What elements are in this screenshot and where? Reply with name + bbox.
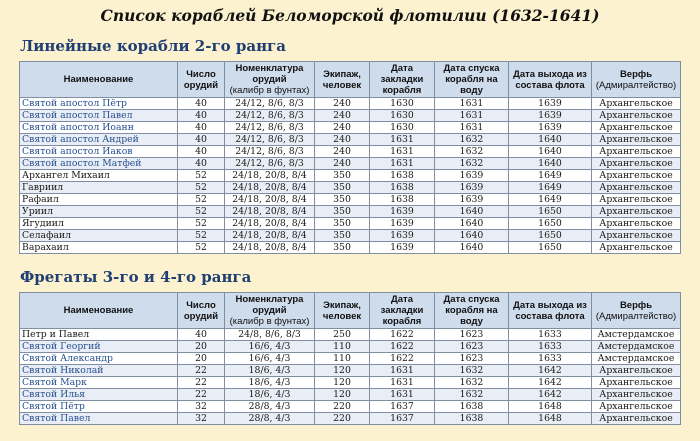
cell-launched: 1640 <box>435 218 509 230</box>
cell-laid: 1639 <box>370 230 435 242</box>
cell-launched: 1632 <box>435 377 509 389</box>
cell-nom: 28/8, 4/3 <box>225 413 315 425</box>
cell-guns: 40 <box>178 98 225 110</box>
cell-laid: 1630 <box>370 110 435 122</box>
col-header-laid: Дата закладки корабля <box>370 62 435 98</box>
cell-crew: 240 <box>315 158 370 170</box>
cell-crew: 120 <box>315 365 370 377</box>
cell-crew: 110 <box>315 341 370 353</box>
table-row <box>20 170 681 182</box>
cell-removed: 1640 <box>509 134 592 146</box>
cell-crew: 240 <box>315 134 370 146</box>
cell-guns: 52 <box>178 194 225 206</box>
cell-launched: 1623 <box>435 329 509 341</box>
cell-crew: 110 <box>315 353 370 365</box>
cell-laid: 1631 <box>370 158 435 170</box>
cell-launched: 1623 <box>435 341 509 353</box>
cell-laid: 1630 <box>370 122 435 134</box>
cell-crew: 120 <box>315 377 370 389</box>
table-row <box>20 218 681 230</box>
cell-laid: 1638 <box>370 182 435 194</box>
cell-nom: 24/18, 20/8, 8/4 <box>225 242 315 254</box>
cell-nom: 24/18, 20/8, 8/4 <box>225 218 315 230</box>
cell-guns: 22 <box>178 365 225 377</box>
col-header-guns: Число орудий <box>178 62 225 98</box>
col-header-launched: Дата спуска корабля на воду <box>435 62 509 98</box>
cell-nom: 24/12, 8/6, 8/3 <box>225 134 315 146</box>
col-header-laid: Дата закладки корабля <box>370 293 435 329</box>
cell-launched: 1632 <box>435 134 509 146</box>
cell-laid: 1637 <box>370 401 435 413</box>
table-row <box>20 206 681 218</box>
cell-crew: 350 <box>315 170 370 182</box>
cell-removed: 1650 <box>509 218 592 230</box>
cell-yard: Архангельское <box>592 110 681 122</box>
cell-laid: 1622 <box>370 341 435 353</box>
cell-guns: 40 <box>178 146 225 158</box>
cell-guns: 40 <box>178 122 225 134</box>
cell-removed: 1650 <box>509 206 592 218</box>
cell-yard: Архангельское <box>592 182 681 194</box>
cell-launched: 1631 <box>435 122 509 134</box>
cell-removed: 1640 <box>509 158 592 170</box>
section-title-ships: Линейные корабли 2-го ранга <box>20 37 286 55</box>
cell-name: Святой Павел <box>20 413 178 425</box>
cell-name: Святой апостол Иоанн <box>20 122 178 134</box>
cell-name: Варахаил <box>20 242 178 254</box>
table-row <box>20 413 681 425</box>
cell-removed: 1642 <box>509 377 592 389</box>
cell-launched: 1640 <box>435 242 509 254</box>
cell-crew: 350 <box>315 194 370 206</box>
cell-removed: 1640 <box>509 146 592 158</box>
cell-name: Архангел Михаил <box>20 170 178 182</box>
cell-crew: 350 <box>315 230 370 242</box>
col-header-removed: Дата выхода из состава флота <box>509 293 592 329</box>
col-header-removed: Дата выхода из состава флота <box>509 62 592 98</box>
col-header-yard: Верфь (Адмиралтейство) <box>592 62 681 98</box>
cell-name: Святой Пётр <box>20 401 178 413</box>
cell-launched: 1639 <box>435 182 509 194</box>
cell-nom: 24/18, 20/8, 8/4 <box>225 230 315 242</box>
cell-name: Святой Илья <box>20 389 178 401</box>
cell-guns: 20 <box>178 353 225 365</box>
cell-crew: 240 <box>315 146 370 158</box>
cell-crew: 250 <box>315 329 370 341</box>
cell-crew: 350 <box>315 182 370 194</box>
cell-launched: 1623 <box>435 353 509 365</box>
cell-yard: Архангельское <box>592 134 681 146</box>
table-row <box>20 110 681 122</box>
cell-crew: 220 <box>315 413 370 425</box>
col-header-name: Наименование <box>20 293 178 329</box>
cell-guns: 52 <box>178 230 225 242</box>
cell-nom: 24/18, 20/8, 8/4 <box>225 170 315 182</box>
cell-launched: 1638 <box>435 401 509 413</box>
table-row <box>20 401 681 413</box>
cell-name: Святой апостол Андрей <box>20 134 178 146</box>
cell-laid: 1639 <box>370 242 435 254</box>
col-header-guns: Число орудий <box>178 293 225 329</box>
cell-laid: 1639 <box>370 206 435 218</box>
cell-removed: 1642 <box>509 389 592 401</box>
cell-guns: 40 <box>178 134 225 146</box>
cell-removed: 1650 <box>509 242 592 254</box>
cell-guns: 22 <box>178 377 225 389</box>
cell-name: Гавриил <box>20 182 178 194</box>
table-row <box>20 389 681 401</box>
table-row <box>20 158 681 170</box>
cell-yard: Архангельское <box>592 98 681 110</box>
col-header-nomenclature: Номенклатура орудий (калибр в фунтах) <box>225 62 315 98</box>
page-title: Список кораблей Беломорской флотилии (1632-1641) <box>100 6 600 25</box>
cell-launched: 1640 <box>435 206 509 218</box>
ships-table <box>19 61 681 254</box>
cell-removed: 1639 <box>509 98 592 110</box>
cell-yard: Архангельское <box>592 218 681 230</box>
cell-nom: 24/18, 20/8, 8/4 <box>225 194 315 206</box>
cell-laid: 1631 <box>370 389 435 401</box>
cell-removed: 1648 <box>509 413 592 425</box>
table-row <box>20 146 681 158</box>
cell-nom: 18/6, 4/3 <box>225 365 315 377</box>
cell-removed: 1633 <box>509 329 592 341</box>
cell-guns: 52 <box>178 182 225 194</box>
cell-crew: 120 <box>315 389 370 401</box>
cell-guns: 20 <box>178 341 225 353</box>
cell-removed: 1642 <box>509 365 592 377</box>
cell-name: Селафаил <box>20 230 178 242</box>
table-row <box>20 329 681 341</box>
cell-nom: 24/12, 8/6, 8/3 <box>225 158 315 170</box>
cell-yard: Архангельское <box>592 122 681 134</box>
cell-nom: 18/6, 4/3 <box>225 377 315 389</box>
col-header-nomenclature: Номенклатура орудий (калибр в фунтах) <box>225 293 315 329</box>
cell-nom: 18/6, 4/3 <box>225 389 315 401</box>
cell-removed: 1648 <box>509 401 592 413</box>
cell-guns: 52 <box>178 242 225 254</box>
cell-launched: 1639 <box>435 170 509 182</box>
cell-yard: Амстердамское <box>592 341 681 353</box>
cell-guns: 32 <box>178 401 225 413</box>
cell-laid: 1622 <box>370 353 435 365</box>
cell-laid: 1631 <box>370 365 435 377</box>
cell-nom: 24/18, 20/8, 8/4 <box>225 182 315 194</box>
cell-yard: Архангельское <box>592 230 681 242</box>
cell-laid: 1622 <box>370 329 435 341</box>
cell-yard: Архангельское <box>592 146 681 158</box>
cell-nom: 24/12, 8/6, 8/3 <box>225 110 315 122</box>
cell-crew: 240 <box>315 122 370 134</box>
table-row <box>20 353 681 365</box>
cell-launched: 1631 <box>435 98 509 110</box>
cell-yard: Амстердамское <box>592 353 681 365</box>
cell-crew: 240 <box>315 110 370 122</box>
table-row <box>20 134 681 146</box>
cell-yard: Архангельское <box>592 413 681 425</box>
table-row <box>20 377 681 389</box>
cell-removed: 1649 <box>509 194 592 206</box>
cell-laid: 1631 <box>370 377 435 389</box>
cell-removed: 1650 <box>509 230 592 242</box>
cell-laid: 1630 <box>370 98 435 110</box>
table-row <box>20 194 681 206</box>
table-row <box>20 341 681 353</box>
cell-name: Святой апостол Иаков <box>20 146 178 158</box>
cell-nom: 24/8, 8/6, 8/3 <box>225 329 315 341</box>
cell-removed: 1639 <box>509 110 592 122</box>
cell-guns: 32 <box>178 413 225 425</box>
cell-laid: 1631 <box>370 146 435 158</box>
cell-launched: 1639 <box>435 194 509 206</box>
cell-launched: 1632 <box>435 146 509 158</box>
table-row <box>20 242 681 254</box>
cell-name: Рафаил <box>20 194 178 206</box>
frigates-table <box>19 292 681 425</box>
cell-yard: Архангельское <box>592 170 681 182</box>
table-row <box>20 182 681 194</box>
cell-yard: Архангельское <box>592 206 681 218</box>
cell-laid: 1638 <box>370 170 435 182</box>
cell-launched: 1640 <box>435 230 509 242</box>
cell-guns: 40 <box>178 158 225 170</box>
col-header-yard: Верфь (Адмиралтейство) <box>592 293 681 329</box>
cell-yard: Архангельское <box>592 377 681 389</box>
cell-laid: 1638 <box>370 194 435 206</box>
cell-yard: Архангельское <box>592 389 681 401</box>
cell-guns: 22 <box>178 389 225 401</box>
cell-removed: 1649 <box>509 182 592 194</box>
cell-crew: 350 <box>315 218 370 230</box>
col-header-name: Наименование <box>20 62 178 98</box>
cell-guns: 52 <box>178 170 225 182</box>
col-header-crew: Экипаж, человек <box>315 62 370 98</box>
cell-removed: 1639 <box>509 122 592 134</box>
cell-yard: Архангельское <box>592 158 681 170</box>
cell-name: Святой Александр <box>20 353 178 365</box>
cell-removed: 1633 <box>509 341 592 353</box>
cell-crew: 220 <box>315 401 370 413</box>
cell-yard: Архангельское <box>592 401 681 413</box>
cell-name: Уриил <box>20 206 178 218</box>
cell-nom: 28/8, 4/3 <box>225 401 315 413</box>
cell-guns: 40 <box>178 329 225 341</box>
cell-yard: Амстердамское <box>592 329 681 341</box>
cell-laid: 1631 <box>370 134 435 146</box>
cell-launched: 1632 <box>435 365 509 377</box>
col-header-launched: Дата спуска корабля на воду <box>435 293 509 329</box>
cell-launched: 1638 <box>435 413 509 425</box>
cell-guns: 40 <box>178 110 225 122</box>
cell-nom: 24/12, 8/6, 8/3 <box>225 122 315 134</box>
cell-name: Святой Марк <box>20 377 178 389</box>
table-row <box>20 122 681 134</box>
cell-removed: 1633 <box>509 353 592 365</box>
cell-crew: 240 <box>315 98 370 110</box>
cell-launched: 1632 <box>435 158 509 170</box>
cell-crew: 350 <box>315 206 370 218</box>
cell-laid: 1639 <box>370 218 435 230</box>
table-row <box>20 365 681 377</box>
col-header-crew: Экипаж, человек <box>315 293 370 329</box>
cell-yard: Архангельское <box>592 365 681 377</box>
cell-guns: 52 <box>178 206 225 218</box>
cell-yard: Архангельское <box>592 242 681 254</box>
cell-name: Ягудиил <box>20 218 178 230</box>
cell-crew: 350 <box>315 242 370 254</box>
cell-nom: 24/18, 20/8, 8/4 <box>225 206 315 218</box>
cell-nom: 24/12, 8/6, 8/3 <box>225 98 315 110</box>
cell-name: Святой Георгий <box>20 341 178 353</box>
cell-name: Святой апостол Матфей <box>20 158 178 170</box>
cell-yard: Архангельское <box>592 194 681 206</box>
table-row <box>20 230 681 242</box>
cell-launched: 1632 <box>435 389 509 401</box>
cell-name: Святой апостол Пётр <box>20 98 178 110</box>
cell-nom: 16/6, 4/3 <box>225 341 315 353</box>
cell-launched: 1631 <box>435 110 509 122</box>
cell-name: Петр и Павел <box>20 329 178 341</box>
cell-nom: 24/12, 8/6, 8/3 <box>225 146 315 158</box>
cell-name: Святой апостол Павел <box>20 110 178 122</box>
cell-name: Святой Николай <box>20 365 178 377</box>
cell-laid: 1637 <box>370 413 435 425</box>
cell-guns: 52 <box>178 218 225 230</box>
table-row <box>20 98 681 110</box>
section-title-frigates: Фрегаты 3-го и 4-го ранга <box>20 268 252 286</box>
cell-nom: 16/6, 4/3 <box>225 353 315 365</box>
cell-removed: 1649 <box>509 170 592 182</box>
